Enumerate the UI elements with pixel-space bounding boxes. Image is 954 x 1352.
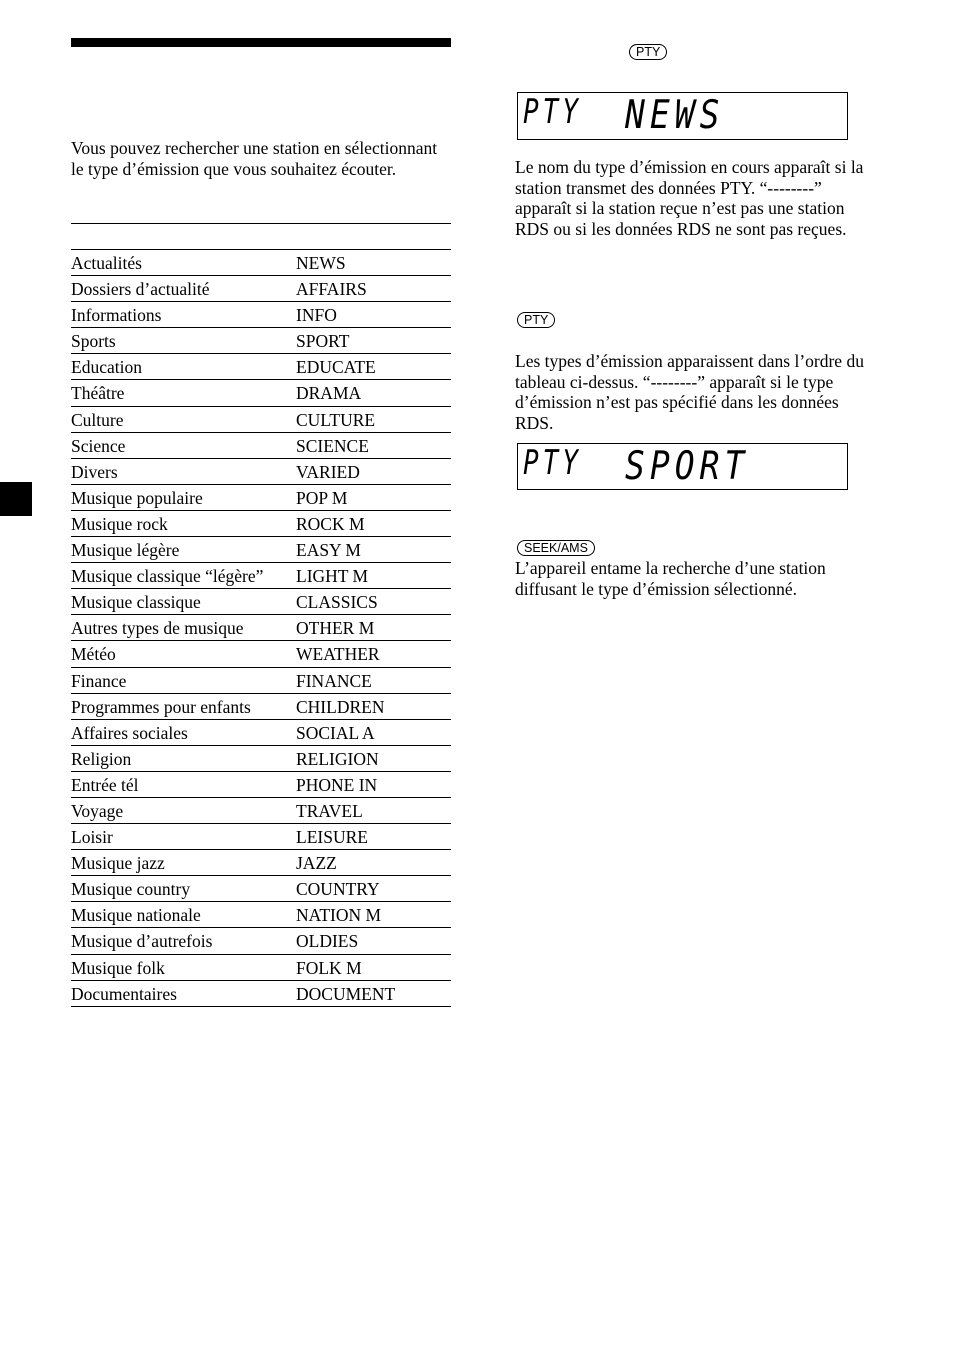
program-type-name: Documentaires (71, 983, 177, 1004)
step2-paragraph: Les types d’émission apparaissent dans l’ordre du tableau ci-dessus. “--------” apparaît si le type d’émission n’est pas spécifié dans les données RDS. (515, 351, 864, 433)
table-row (71, 798, 451, 824)
program-type-name: Entrée tél (71, 774, 139, 795)
program-type-name: Autres types de musique (71, 618, 244, 639)
intro-paragraph: Vous pouvez rechercher une station en sélectionnant le type d’émission que vous souhaitez écouter. (71, 138, 438, 179)
program-type-name: Finance (71, 670, 127, 691)
program-type-name: Programmes pour enfants (71, 696, 251, 717)
table-row (71, 433, 451, 459)
program-type-code: JAZZ (296, 853, 337, 874)
program-type-code: TRAVEL (296, 800, 363, 821)
table-row (71, 876, 451, 902)
program-type-code: ROCK M (296, 513, 365, 534)
program-type-name: Culture (71, 409, 124, 430)
program-type-name: Musique populaire (71, 487, 203, 508)
table-row (71, 459, 451, 485)
table-row (71, 928, 451, 954)
program-type-code: FINANCE (296, 670, 372, 691)
program-type-code: VARIED (296, 461, 360, 482)
program-type-name: Musique nationale (71, 905, 201, 926)
table-row (71, 589, 451, 615)
program-type-code: POP M (296, 487, 348, 508)
program-type-name: Informations (71, 305, 162, 326)
lcd-display-sport (517, 443, 848, 490)
table-row (71, 485, 451, 511)
lcd-display-news (517, 92, 848, 140)
program-type-code: INFO (296, 305, 337, 326)
table-row (71, 981, 451, 1007)
table-row (71, 746, 451, 772)
program-type-name: Musique classique “légère” (71, 566, 264, 587)
seek-ams-button[interactable]: SEEK/AMS (517, 540, 595, 556)
program-type-code: CULTURE (296, 409, 376, 430)
program-type-code: DOCUMENT (296, 983, 396, 1004)
program-type-code: RELIGION (296, 748, 379, 769)
program-type-code: DRAMA (296, 383, 362, 404)
table-header (71, 223, 451, 250)
program-type-name: Musique légère (71, 540, 180, 561)
table-row (71, 537, 451, 563)
lcd-value: SPORT (625, 442, 750, 489)
table-row (71, 328, 451, 354)
table-row (71, 250, 451, 276)
program-type-code: COUNTRY (296, 879, 380, 900)
program-type-name: Religion (71, 748, 132, 769)
table-row (71, 772, 451, 798)
table-row (71, 641, 451, 667)
program-type-code: OTHER M (296, 618, 375, 639)
lcd-value: NEWS (625, 91, 725, 138)
program-type-name: Affaires sociales (71, 722, 188, 743)
program-type-name: Sports (71, 331, 116, 352)
pty-button[interactable]: PTY (629, 44, 667, 60)
program-type-name: Théâtre (71, 383, 125, 404)
program-type-name: Actualités (71, 253, 142, 273)
program-type-name: Loisir (71, 827, 113, 848)
table-row (71, 955, 451, 981)
program-type-code: CLASSICS (296, 592, 378, 613)
program-type-code: EDUCATE (296, 357, 376, 378)
table-row (71, 354, 451, 380)
table-row (71, 850, 451, 876)
table-row (71, 902, 451, 928)
lcd-label: PTY (523, 444, 582, 483)
program-type-name: Voyage (71, 800, 124, 821)
program-type-name: Science (71, 435, 126, 456)
section-header-bar (71, 38, 451, 47)
table-row (71, 563, 451, 589)
table-row (71, 302, 451, 328)
table-row (71, 380, 451, 406)
table-row (71, 407, 451, 433)
table-body (71, 250, 451, 1007)
table-row (71, 276, 451, 302)
table-row (71, 668, 451, 694)
program-type-code: LEISURE (296, 827, 368, 848)
lcd-label: PTY (523, 93, 582, 132)
program-type-code: SPORT (296, 331, 350, 352)
table-row (71, 720, 451, 746)
program-type-code: FOLK M (296, 957, 362, 978)
table-row (71, 615, 451, 641)
program-type-name: Musique d’autrefois (71, 931, 213, 952)
program-type-code: OLDIES (296, 931, 359, 952)
program-type-name: Musique folk (71, 957, 165, 978)
program-type-table (71, 223, 451, 1007)
program-type-name: Musique classique (71, 592, 201, 613)
table-row (71, 511, 451, 537)
table-row (71, 694, 451, 720)
step3-paragraph: L’appareil entame la recherche d’une station diffusant le type d’émission sélectionné. (515, 558, 826, 599)
program-type-code: PHONE IN (296, 774, 378, 795)
program-type-code: EASY M (296, 540, 361, 561)
program-type-code: SOCIAL A (296, 722, 375, 743)
table-row (71, 824, 451, 850)
step1-paragraph: Le nom du type d’émission en cours apparaît si la station transmet des données PTY. “--------” apparaît si la station reçue n’est pas une station RDS ou si les données RDS ne sont pas reçues. (515, 157, 864, 239)
program-type-name: Météo (71, 644, 116, 665)
program-type-name: Musique rock (71, 513, 168, 534)
program-type-code: NEWS (296, 253, 346, 273)
program-type-code: LIGHT M (296, 566, 369, 587)
program-type-name: Musique country (71, 879, 191, 900)
program-type-code: SCIENCE (296, 435, 369, 456)
chapter-side-tab (0, 482, 32, 516)
program-type-name: Musique jazz (71, 853, 165, 874)
program-type-name: Divers (71, 461, 118, 482)
pty-button-step2[interactable]: PTY (517, 312, 555, 328)
program-type-name: Education (71, 357, 142, 378)
program-type-code: CHILDREN (296, 696, 385, 717)
program-type-code: WEATHER (296, 644, 380, 665)
program-type-name: Dossiers d’actualité (71, 279, 210, 300)
program-type-code: NATION M (296, 905, 382, 926)
program-type-code: AFFAIRS (296, 279, 367, 300)
